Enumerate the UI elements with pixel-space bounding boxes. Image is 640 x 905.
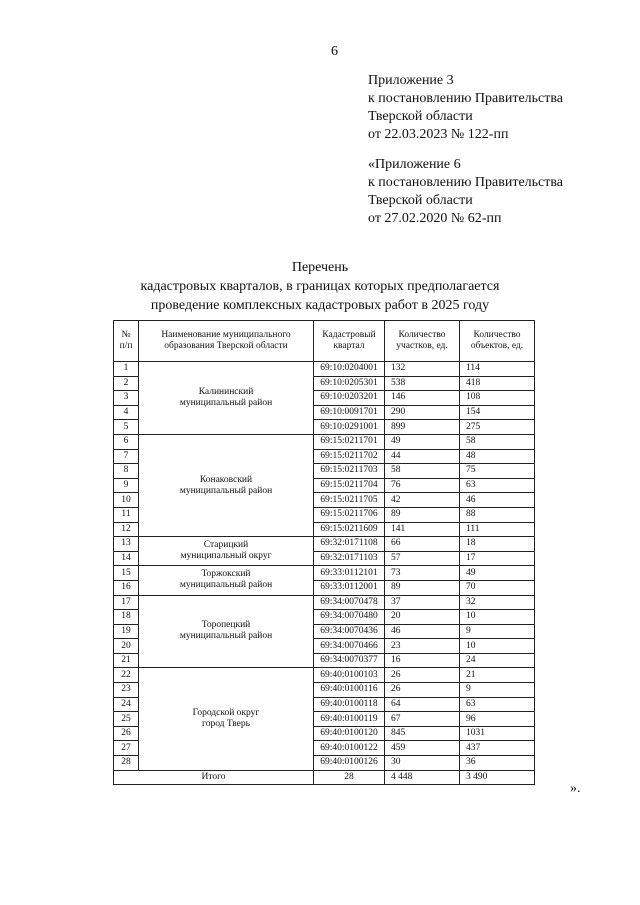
municipality-name-line: Старицкий bbox=[203, 540, 249, 551]
cadastral-quarter: 69:15:0211703 bbox=[314, 464, 385, 479]
cadastral-quarter: 69:40:0100119 bbox=[314, 712, 385, 727]
cadastral-quarter: 69:10:0203201 bbox=[314, 391, 385, 406]
total-objects: 3 490 bbox=[460, 770, 535, 785]
plots-count: 44 bbox=[385, 449, 460, 464]
objects-count: 46 bbox=[460, 493, 535, 508]
cadastral-quarter: 69:10:0204001 bbox=[314, 362, 385, 377]
cadastral-quarter: 69:40:0100116 bbox=[314, 683, 385, 698]
header-municipality-line: образования Тверской области bbox=[164, 341, 288, 351]
row-number: 18 bbox=[114, 610, 139, 625]
municipality-name-line: муниципальный округ bbox=[180, 551, 272, 562]
plots-count: 26 bbox=[385, 668, 460, 683]
table-row bbox=[114, 566, 535, 581]
row-number: 14 bbox=[114, 551, 139, 566]
cadastral-quarter: 69:10:0205301 bbox=[314, 376, 385, 391]
plots-count: 67 bbox=[385, 712, 460, 727]
objects-count: 70 bbox=[460, 580, 535, 595]
header-plots-line: Количество bbox=[398, 330, 446, 340]
row-number: 5 bbox=[114, 420, 139, 435]
table-row bbox=[114, 434, 535, 449]
appendix-6-line: Тверской области bbox=[368, 193, 473, 208]
row-number: 7 bbox=[114, 449, 139, 464]
appendix-3-line: к постановлению Правительства bbox=[368, 91, 564, 106]
header-cadastral-line: квартал bbox=[333, 341, 365, 351]
appendix-3-line: от 22.03.2023 № 122-пп bbox=[368, 127, 509, 142]
objects-count: 88 bbox=[460, 507, 535, 522]
row-number: 9 bbox=[114, 478, 139, 493]
total-row bbox=[114, 770, 535, 785]
objects-count: 114 bbox=[460, 362, 535, 377]
header-cadastral bbox=[314, 321, 385, 362]
row-number: 22 bbox=[114, 668, 139, 683]
objects-count: 18 bbox=[460, 537, 535, 552]
cadastral-quarter: 69:33:0112101 bbox=[314, 566, 385, 581]
objects-count: 21 bbox=[460, 668, 535, 683]
plots-count: 141 bbox=[385, 522, 460, 537]
row-number: 13 bbox=[114, 537, 139, 552]
row-number: 24 bbox=[114, 697, 139, 712]
page-number: 6 bbox=[331, 44, 338, 59]
row-number: 27 bbox=[114, 741, 139, 756]
appendix-6-header bbox=[368, 156, 563, 228]
objects-count: 58 bbox=[460, 434, 535, 449]
row-number: 6 bbox=[114, 434, 139, 449]
document-title bbox=[0, 258, 640, 315]
municipality-name-line: муниципальный район bbox=[179, 580, 273, 591]
objects-count: 9 bbox=[460, 624, 535, 639]
municipality-name bbox=[139, 537, 314, 566]
table-row bbox=[114, 668, 535, 683]
municipality-name bbox=[139, 566, 314, 595]
plots-count: 30 bbox=[385, 756, 460, 771]
cadastral-quarter: 69:32:0171108 bbox=[314, 537, 385, 552]
municipality-name-line: муниципальный район bbox=[179, 631, 273, 642]
row-number: 25 bbox=[114, 712, 139, 727]
cadastral-quarter: 69:15:0211702 bbox=[314, 449, 385, 464]
table-row bbox=[114, 362, 535, 377]
table-row bbox=[114, 595, 535, 610]
cadastral-quarter: 69:10:0091701 bbox=[314, 405, 385, 420]
total-label: Итого bbox=[114, 770, 314, 785]
title-line: проведение комплексных кадастровых работ в 2025 году bbox=[150, 298, 490, 313]
row-number: 10 bbox=[114, 493, 139, 508]
cadastral-quarter: 69:40:0100103 bbox=[314, 668, 385, 683]
title-line: кадастровых кварталов, в границах которых предполагается bbox=[140, 279, 500, 294]
objects-count: 108 bbox=[460, 391, 535, 406]
plots-count: 459 bbox=[385, 741, 460, 756]
plots-count: 66 bbox=[385, 537, 460, 552]
cadastral-quarter: 69:34:0070478 bbox=[314, 595, 385, 610]
plots-count: 76 bbox=[385, 478, 460, 493]
plots-count: 89 bbox=[385, 580, 460, 595]
header-plots bbox=[385, 321, 460, 362]
cadastral-quarter: 69:34:0070466 bbox=[314, 639, 385, 654]
row-number: 2 bbox=[114, 376, 139, 391]
municipality-name-line: муниципальный район bbox=[179, 397, 273, 408]
municipality-name bbox=[139, 362, 314, 435]
plots-count: 26 bbox=[385, 683, 460, 698]
objects-count: 32 bbox=[460, 595, 535, 610]
cadastral-quarter: 69:34:0070480 bbox=[314, 610, 385, 625]
plots-count: 37 bbox=[385, 595, 460, 610]
municipality-name-line: Торопецкий bbox=[201, 620, 251, 631]
appendix-6-line: от 27.02.2020 № 62-пп bbox=[368, 211, 502, 226]
municipality-name bbox=[139, 434, 314, 536]
plots-count: 89 bbox=[385, 507, 460, 522]
header-num-line: № bbox=[121, 330, 131, 340]
objects-count: 96 bbox=[460, 712, 535, 727]
municipality-name-line: муниципальный район bbox=[179, 485, 273, 496]
cadastral-quarter: 69:32:0171103 bbox=[314, 551, 385, 566]
plots-count: 49 bbox=[385, 434, 460, 449]
closing-quote: ». bbox=[570, 781, 581, 796]
cadastral-quarter: 69:15:0211706 bbox=[314, 507, 385, 522]
row-number: 23 bbox=[114, 683, 139, 698]
plots-count: 58 bbox=[385, 464, 460, 479]
appendix-6-line: к постановлению Правительства bbox=[368, 175, 564, 190]
municipality-name-line: город Тверь bbox=[202, 719, 250, 730]
objects-count: 418 bbox=[460, 376, 535, 391]
municipality-name bbox=[139, 595, 314, 668]
row-number: 19 bbox=[114, 624, 139, 639]
table-row bbox=[114, 537, 535, 552]
cadastral-quarter: 69:40:0100122 bbox=[314, 741, 385, 756]
plots-count: 899 bbox=[385, 420, 460, 435]
header-objects bbox=[460, 321, 535, 362]
objects-count: 275 bbox=[460, 420, 535, 435]
cadastral-quarter: 69:34:0070436 bbox=[314, 624, 385, 639]
objects-count: 10 bbox=[460, 639, 535, 654]
cadastral-quarter: 69:15:0211704 bbox=[314, 478, 385, 493]
total-plots: 4 448 bbox=[385, 770, 460, 785]
plots-count: 132 bbox=[385, 362, 460, 377]
row-number: 16 bbox=[114, 580, 139, 595]
row-number: 28 bbox=[114, 756, 139, 771]
objects-count: 17 bbox=[460, 551, 535, 566]
header-municipality bbox=[139, 321, 314, 362]
row-number: 4 bbox=[114, 405, 139, 420]
header-num-line: п/п bbox=[119, 341, 133, 351]
municipality-name-line: Торжокский bbox=[201, 569, 251, 580]
municipality-name-line: Калининский bbox=[198, 386, 254, 397]
objects-count: 111 bbox=[460, 522, 535, 537]
objects-count: 24 bbox=[460, 653, 535, 668]
appendix-3-line: Приложение 3 bbox=[368, 73, 454, 88]
header-objects-line: Количество bbox=[473, 330, 521, 340]
plots-count: 23 bbox=[385, 639, 460, 654]
municipality-name-line: Конаковский bbox=[199, 474, 253, 485]
objects-count: 63 bbox=[460, 697, 535, 712]
header-plots-line: участков, ед. bbox=[396, 341, 448, 351]
title-line: Перечень bbox=[291, 260, 349, 275]
plots-count: 16 bbox=[385, 653, 460, 668]
row-number: 8 bbox=[114, 464, 139, 479]
row-number: 26 bbox=[114, 726, 139, 741]
header-cadastral-line: Кадастровый bbox=[322, 330, 376, 340]
municipality-name-line: Городской округ bbox=[192, 708, 260, 719]
objects-count: 48 bbox=[460, 449, 535, 464]
table-body bbox=[114, 362, 535, 785]
header-num bbox=[114, 321, 139, 362]
objects-count: 154 bbox=[460, 405, 535, 420]
plots-count: 64 bbox=[385, 697, 460, 712]
plots-count: 20 bbox=[385, 610, 460, 625]
cadastral-quarter: 69:34:0070377 bbox=[314, 653, 385, 668]
plots-count: 57 bbox=[385, 551, 460, 566]
row-number: 20 bbox=[114, 639, 139, 654]
plots-count: 845 bbox=[385, 726, 460, 741]
total-quarters: 28 bbox=[314, 770, 385, 785]
objects-count: 75 bbox=[460, 464, 535, 479]
appendix-3-header bbox=[368, 72, 563, 144]
row-number: 12 bbox=[114, 522, 139, 537]
objects-count: 36 bbox=[460, 756, 535, 771]
header-municipality-line: Наименование муниципального bbox=[161, 330, 291, 340]
objects-count: 49 bbox=[460, 566, 535, 581]
appendix-6-line: «Приложение 6 bbox=[368, 157, 461, 172]
plots-count: 73 bbox=[385, 566, 460, 581]
cadastral-quarter: 69:40:0100118 bbox=[314, 697, 385, 712]
cadastral-quarter: 69:15:0211609 bbox=[314, 522, 385, 537]
row-number: 1 bbox=[114, 362, 139, 377]
objects-count: 63 bbox=[460, 478, 535, 493]
plots-count: 538 bbox=[385, 376, 460, 391]
cadastral-quarters-table bbox=[113, 320, 535, 785]
header-objects-line: объектов, ед. bbox=[470, 341, 524, 351]
row-number: 15 bbox=[114, 566, 139, 581]
plots-count: 46 bbox=[385, 624, 460, 639]
plots-count: 42 bbox=[385, 493, 460, 508]
plots-count: 290 bbox=[385, 405, 460, 420]
cadastral-quarter: 69:40:0100126 bbox=[314, 756, 385, 771]
objects-count: 437 bbox=[460, 741, 535, 756]
cadastral-quarter: 69:33:0112001 bbox=[314, 580, 385, 595]
cadastral-quarter: 69:40:0100120 bbox=[314, 726, 385, 741]
table-header-row bbox=[114, 321, 535, 362]
objects-count: 10 bbox=[460, 610, 535, 625]
row-number: 21 bbox=[114, 653, 139, 668]
appendix-3-line: Тверской области bbox=[368, 109, 473, 124]
row-number: 17 bbox=[114, 595, 139, 610]
row-number: 11 bbox=[114, 507, 139, 522]
municipality-name bbox=[139, 668, 314, 770]
objects-count: 9 bbox=[460, 683, 535, 698]
cadastral-quarter: 69:15:0211701 bbox=[314, 434, 385, 449]
cadastral-quarter: 69:10:0291001 bbox=[314, 420, 385, 435]
row-number: 3 bbox=[114, 391, 139, 406]
cadastral-quarter: 69:15:0211705 bbox=[314, 493, 385, 508]
objects-count: 1031 bbox=[460, 726, 535, 741]
plots-count: 146 bbox=[385, 391, 460, 406]
